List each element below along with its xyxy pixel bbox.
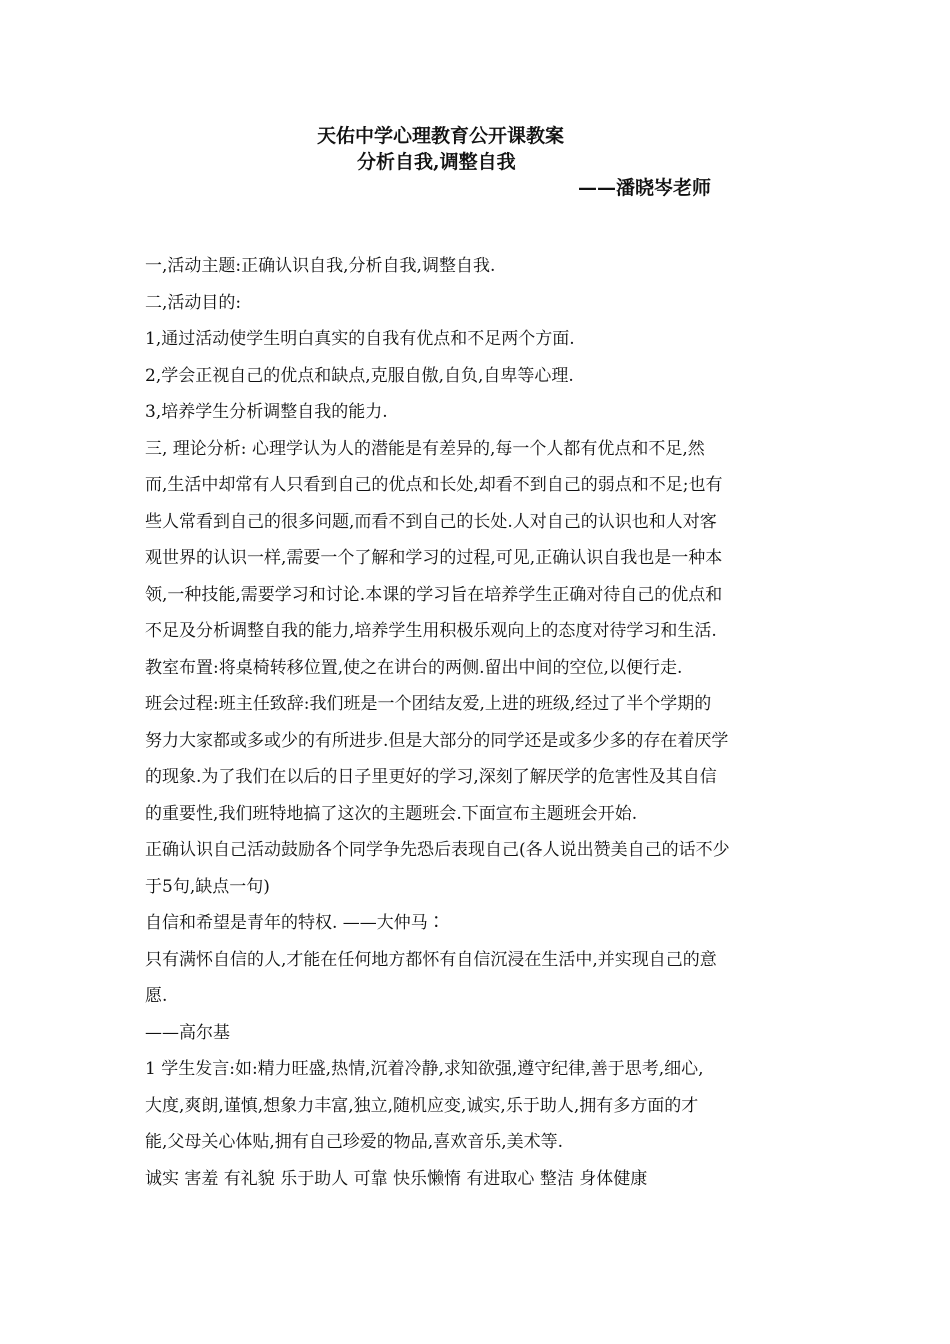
body-line: 3,培养学生分析调整自我的能力. — [145, 402, 388, 422]
body-line: 教室布置:将桌椅转移位置,使之在讲台的两侧.留出中间的空位,以便行走. — [145, 657, 683, 678]
body-line: 正确认识自己活动鼓励各个同学争先恐后表现自己(各人说出赞美自己的话不少 — [145, 840, 730, 860]
body-line: 努力大家都或多或少的有所进步.但是大部分的同学还是或多少多的存在着厌学 — [145, 730, 729, 751]
body-line: 只有满怀自信的人,才能在任何地方都怀有自信沉浸在生活中,并实现自己的意 — [145, 949, 717, 970]
body-line: 不足及分析调整自我的能力,培养学生用积极乐观向上的态度对待学习和生活. — [145, 621, 717, 641]
body-line: 的重要性,我们班特地搞了这次的主题班会.下面宣布主题班会开始. — [145, 803, 638, 824]
body-line: 于5句,缺点一句) — [145, 876, 270, 897]
body-line: 自信和希望是青年的特权. ——大仲马∶ — [145, 913, 445, 933]
body-line: 二,活动目的: — [145, 292, 242, 313]
body-line: 些人常看到自己的很多问题,而看不到自己的长处.人对自己的认识也和人对客 — [145, 511, 717, 532]
document-body — [145, 248, 810, 1197]
body-line: 大度,爽朗,谨慎,想象力丰富,独立,随机应变,诚实,乐于助人,拥有多方面的才 — [145, 1095, 699, 1116]
body-line: 班会过程:班主任致辞:我们班是一个团结友爱,上进的班级,经过了半个学期的 — [145, 694, 712, 714]
document-title: 天佑中学心理教育公开课教案 — [317, 125, 565, 147]
body-line: 1,通过活动使学生明白真实的自我有优点和不足两个方面. — [145, 329, 575, 349]
body-line: 的现象.为了我们在以后的日子里更好的学习,深刻了解厌学的危害性及其自信 — [145, 767, 717, 787]
body-line: 领,一种技能,需要学习和讨论.本课的学习旨在培养学生正确对待自己的优点和 — [145, 584, 723, 605]
body-line: 2,学会正视自己的优点和缺点,克服自傲,自负,自卑等心理. — [145, 365, 574, 386]
body-line: 观世界的认识一样,需要一个了解和学习的过程,可见,正确认识自我也是一种本 — [145, 548, 723, 568]
document-subtitle: 分析自我,调整自我 — [357, 151, 516, 173]
body-line: 三, 理论分析: 心理学认为人的潜能是有差异的,每一个人都有优点和不足,然 — [145, 438, 705, 459]
body-line: 一,活动主题:正确认识自我,分析自我,调整自我. — [145, 256, 496, 276]
body-line: 愿. — [145, 986, 168, 1006]
body-line: 而,生活中却常有人只看到自己的优点和长处,却看不到自己的弱点和不足;也有 — [145, 475, 723, 495]
body-line: ——高尔基 — [145, 1022, 230, 1043]
body-line: 诚实 害羞 有礼貌 乐于助人 可靠 快乐懒惰 有进取心 整洁 身体健康 — [145, 1168, 648, 1189]
body-line: 1 学生发言:如:精力旺盛,热情,沉着冷静,求知欲强,遵守纪律,善于思考,细心, — [145, 1059, 704, 1079]
body-line: 能,父母关心体贴,拥有自己珍爱的物品,喜欢音乐,美术等. — [145, 1132, 564, 1152]
author-line: ——潘晓岑老师 — [578, 177, 712, 199]
